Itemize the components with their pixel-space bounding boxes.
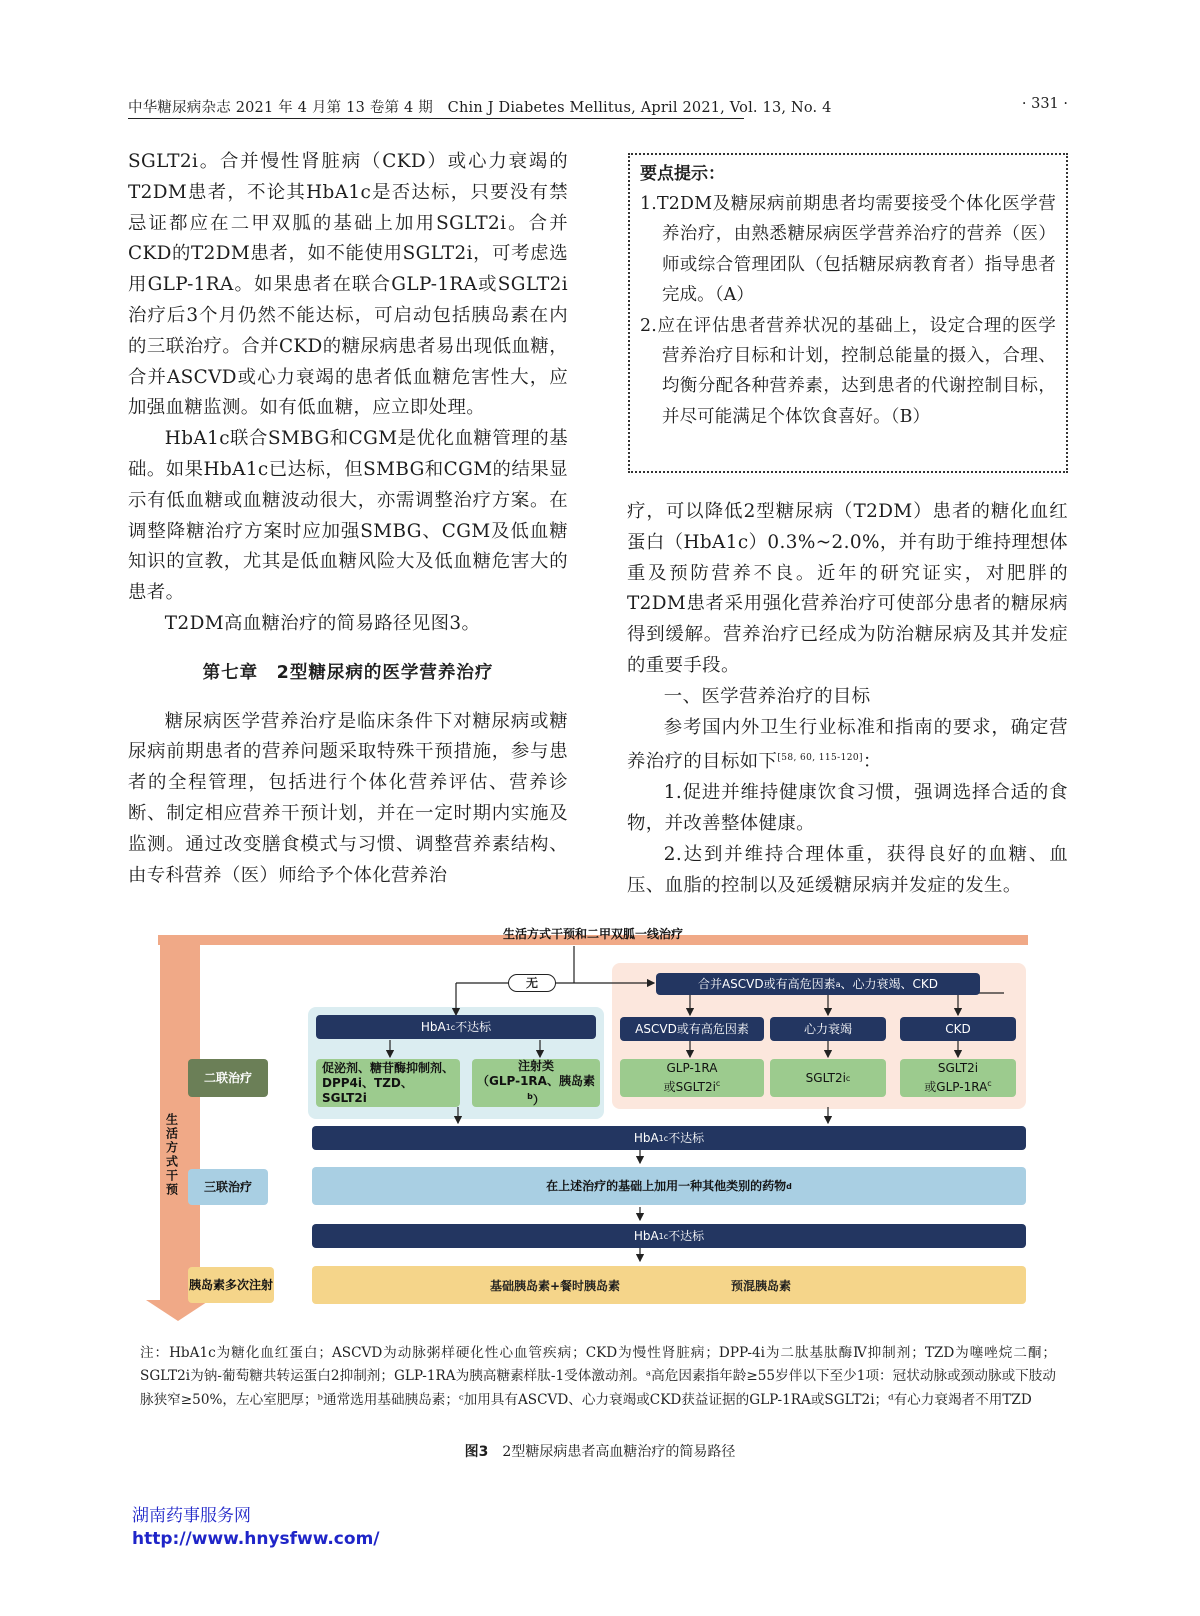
hba1c-not-reached: HbA 1c 不达标 <box>312 1224 1026 1248</box>
figure-caption: 图3 2型糖尿病患者高血糖治疗的简易路径 <box>464 1444 736 1460</box>
paragraph: 疗，可以降低2型糖尿病（T2DM）患者的糖化血红蛋白（HbA1c）0.3%~2.0%，并有助于维持理想体重及预防营养不良。近年的研究证实，对肥胖的T2DM患者采用强化营养治疗可使部分患者的糖尿病得到缓解。营养治疗已经成为防治糖尿病及其并发症的重要手段。 <box>627 501 1068 676</box>
triple-therapy-box: 在上述治疗的基础上加用一种其他类别的药物 d <box>312 1167 1026 1205</box>
citation-ref: [58, 60, 115-120] <box>777 753 863 764</box>
oral-agents-box: 促泌剂、糖苷酶抑制剂、DPP4i、TZD、SGLT2i <box>316 1059 460 1107</box>
paragraph: 参考国内外卫生行业标准和指南的要求，确定营养治疗的目标如下[58, 60, 115-120]： <box>627 716 1068 773</box>
top-banner: 生活方式干预和二甲双胍一线治疗 <box>502 926 683 941</box>
paragraph: T2DM高血糖治疗的简易路径见图3。 <box>164 612 481 634</box>
basal-bolus-label: 基础胰岛素+餐时胰岛素 <box>489 1278 621 1293</box>
heart-failure-label: 心力衰竭 <box>770 1017 886 1041</box>
site-watermark <box>132 1505 380 1551</box>
watermark-name: 湖南药事服务网 <box>132 1506 251 1526</box>
header-rule <box>128 118 744 119</box>
triple-therapy-label: 三联治疗 <box>188 1169 268 1205</box>
section-heading: 一、医学营养治疗的目标 <box>663 685 871 707</box>
paragraph: SGLT2i。合并慢性肾脏病（CKD）或心力衰竭的T2DM患者，不论其HbA1c是否达标，只要没有禁忌证都应在二甲双胍的基础上加用SGLT2i。合并CKD的T2DM患者，如不能使用SGLT2i，可考虑选用GLP-1RA。如果患者在联合GLP-1RA或SGLT2i治疗后3个月仍然不能达标，可启动包括胰岛素在内的三联治疗。合并CKD的糖尿病患者易出现低血糖，合并ASCVD或心力衰竭的患者低血糖危害性大，应加强血糖监测。如有低血糖，应立即处理。 <box>128 151 568 419</box>
comorbidity-header: 合并ASCVD或有高危因素 a 、心力衰竭、CKD <box>656 973 980 995</box>
multiple-insulin-label: 胰岛素多次注射 <box>188 1267 274 1303</box>
watermark-url[interactable]: http://www.hnysfww.com/ <box>132 1529 380 1549</box>
chapter-heading: 第七章 2型糖尿病的医学营养治疗 <box>202 662 494 683</box>
none-label: 无 <box>508 974 556 992</box>
page-number: · 331 · <box>1021 96 1068 112</box>
side-arrow-label: 生活方式干预 <box>164 1113 179 1197</box>
dual-therapy-label: 二联治疗 <box>188 1059 268 1097</box>
right-column <box>627 497 1068 901</box>
paragraph: 糖尿病医学营养治疗是临床条件下对糖尿病或糖尿病前期患者的营养问题采取特殊干预措施，参与患者的全程管理，包括进行个体化营养评估、营养诊断、制定相应营养干预计划，并在一定时期内实施及监测。通过改变膳食模式与习惯、调整营养素结构、由专科营养（医）师给予个体化营养治 <box>128 710 568 886</box>
heart-failure-drug-box: SGLT2i c <box>770 1059 886 1097</box>
hba1c-not-reached: HbA 1c 不达标 <box>312 1126 1026 1150</box>
figure-note: 注：HbA1c为糖化血红蛋白；ASCVD为动脉粥样硬化性心血管疾病；CKD为慢性肾脏病；DPP-4i为二肽基肽酶Ⅳ抑制剂；TZD为噻唑烷二酮；SGLT2i为钠-葡萄糖共转运蛋白2抑制剂；GLP-1RA为胰高糖素样肽-1受体激动剂。ᵃ高危因素指年龄≥55岁伴以下至少1项：冠状动脉或颈动脉或下肢动脉狭窄≥50%，左心室肥厚；ᵇ通常选用基础胰岛素；ᶜ加用具有ASCVD、心力衰竭或CKD获益证据的GLP-1RA或SGLT2i；ᵈ有心力衰竭者不用TZD <box>140 1345 1056 1408</box>
key-points-box <box>628 153 1068 473</box>
key-point: 2.应在评估患者营养状况的基础上，设定合理的医学营养治疗目标和计划，控制总能量的摄入，合理、均衡分配各种营养素，达到患者的代谢控制目标，并尽可能满足个体饮食喜好。（B） <box>640 315 1056 427</box>
left-column <box>128 147 568 891</box>
ascvd-label: ASCVD或有高危因素 <box>620 1017 764 1041</box>
key-point: 1.T2DM及糖尿病前期患者均需要接受个体化医学营养治疗，由熟悉糖尿病医学营养治疗的营养（医）师或综合管理团队（包括糖尿病教育者）指导患者完成。（A） <box>640 194 1056 306</box>
paragraph: 2.达到并维持合理体重，获得良好的血糖、血压、血脂的控制以及延缓糖尿病并发症的发生。 <box>627 843 1068 896</box>
premix-label: 预混胰岛素 <box>730 1278 791 1293</box>
insulin-regimen-box <box>312 1266 1026 1304</box>
key-points-title: 要点提示： <box>640 164 725 184</box>
hba1c-not-reached: HbA 1c 不达标 <box>316 1015 596 1039</box>
ckd-drug-box: SGLT2i 或GLP-$1RA^c$ <box>900 1059 1016 1097</box>
paragraph: HbA1c联合SMBG和CGM是优化血糖管理的基础。如果HbA1c已达标，但SMBG和CGM的结果显示有低血糖或血糖波动很大，亦需调整治疗方案。在调整降糖治疗方案时应加强SMBG、CGM及低血糖知识的宣教，尤其是低血糖风险大及低血糖危害大的患者。 <box>128 428 568 604</box>
ckd-label: CKD <box>900 1017 1016 1041</box>
treatment-pathway-figure <box>140 926 1060 1335</box>
journal-citation: 中华糖尿病杂志 2021 年 4 月第 13 卷第 4 期 Chin J Diabetes Mellitus, April 2021, Vol. 13, No. 4 <box>128 100 832 116</box>
ascvd-drug-box: GLP-1RA 或$SGLT2i^c$ <box>620 1059 764 1097</box>
injectables-box: 注射类 （GLP-1RA、胰岛素$^b$） <box>472 1059 600 1107</box>
running-header <box>128 96 1068 122</box>
paragraph: 1.促进并维持健康饮食习惯，强调选择合适的食物，并改善整体健康。 <box>627 782 1068 835</box>
